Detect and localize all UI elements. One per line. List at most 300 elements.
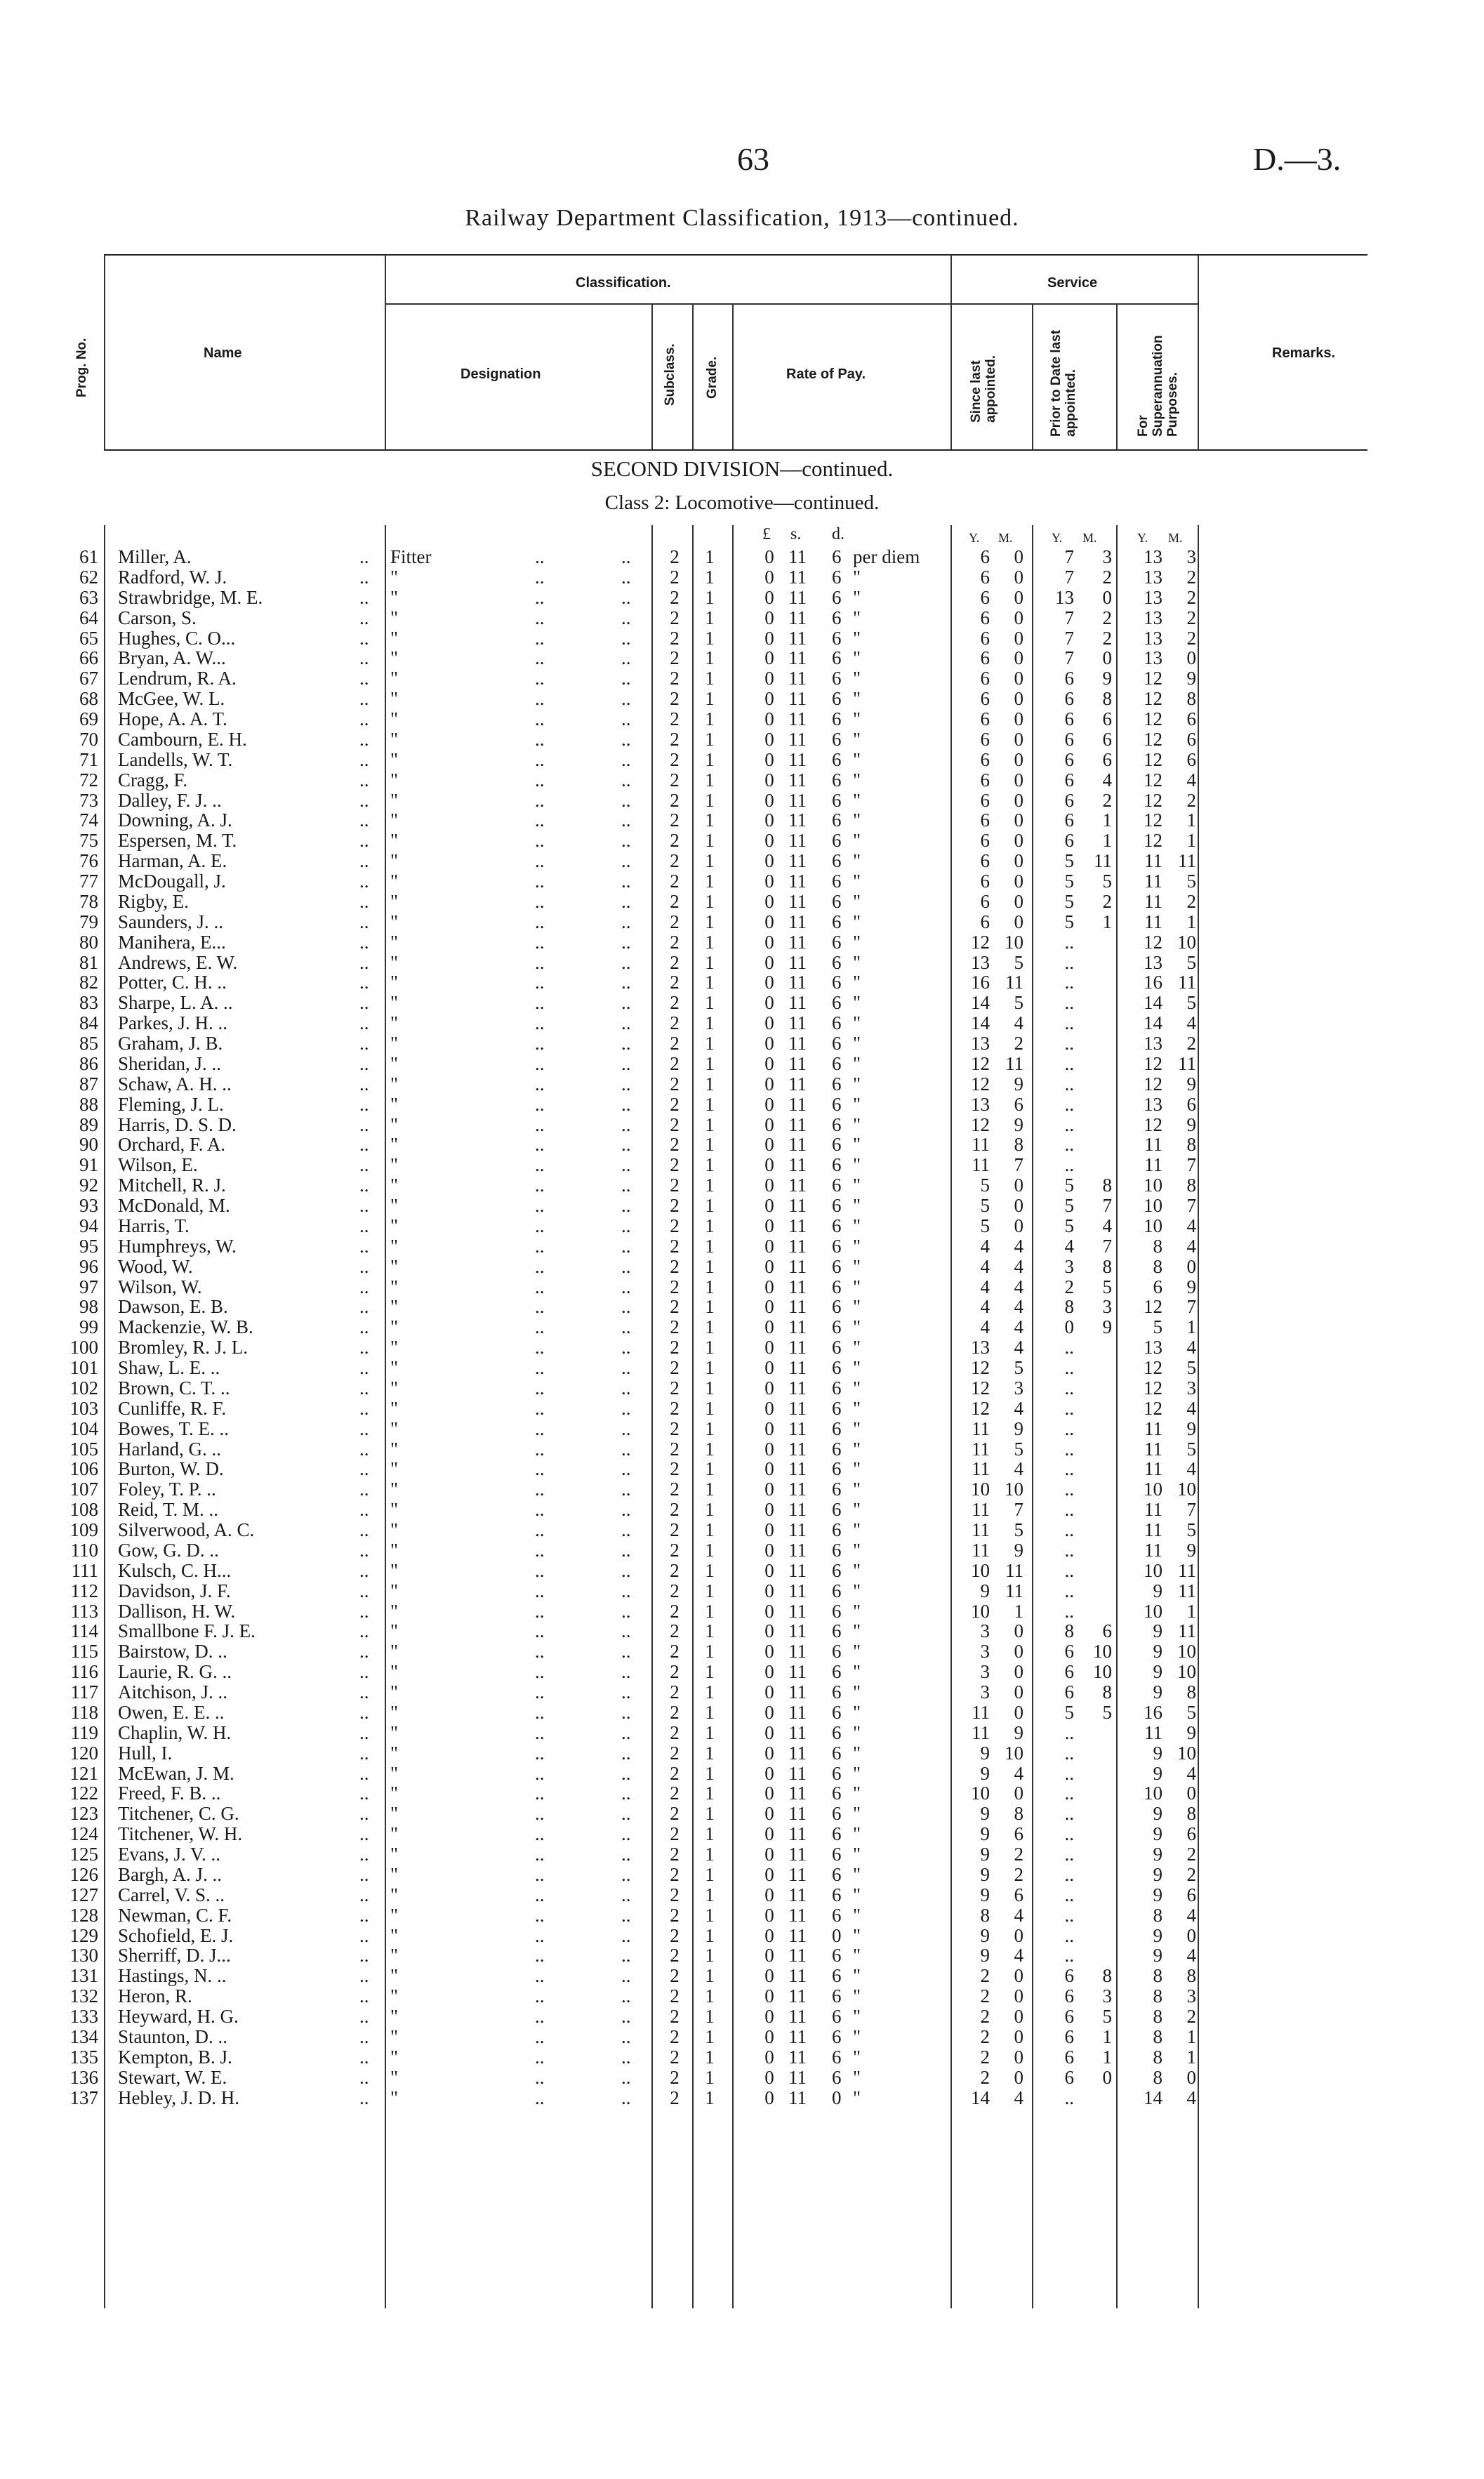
grade: 1 xyxy=(705,1012,715,1034)
subclass: 2 xyxy=(670,2066,680,2088)
pay-period: " xyxy=(853,1559,861,1581)
leader-dots: .. xyxy=(621,1701,631,1723)
since-years: 12 xyxy=(971,1113,990,1135)
leader-dots: .. xyxy=(359,1012,369,1034)
pay-shillings: 11 xyxy=(788,668,807,689)
leader-dots: .. xyxy=(621,2066,631,2088)
leader-dots: .. xyxy=(535,546,545,567)
staff-name: Dalley, F. J. .. xyxy=(118,789,222,811)
subclass: 2 xyxy=(670,1337,680,1359)
prog-no: 132 xyxy=(69,1985,98,2007)
leader-dots: .. xyxy=(359,1863,369,1885)
leader-dots: .. xyxy=(621,1134,631,1156)
since-years: 6 xyxy=(980,850,990,872)
since-years: 6 xyxy=(980,668,990,689)
table-row xyxy=(0,1054,1484,1074)
leader-dots: .. xyxy=(359,566,369,588)
prior-years: .. xyxy=(1064,1438,1074,1460)
pay-shillings: 11 xyxy=(788,1499,807,1521)
subclass: 2 xyxy=(670,1985,680,2007)
prog-no: 73 xyxy=(79,789,98,811)
leader-dots: .. xyxy=(359,1681,369,1703)
since-months: 0 xyxy=(1014,890,1023,912)
pay-pence: 6 xyxy=(832,1985,842,2007)
pay-pounds: 0 xyxy=(764,1884,774,1905)
leader-dots: .. xyxy=(359,1539,369,1561)
pay-shillings: 11 xyxy=(788,1195,807,1216)
prog-no: 63 xyxy=(79,586,98,608)
document-reference: D.—3. xyxy=(1253,141,1341,177)
super-years: 16 xyxy=(1144,972,1162,993)
prior-years: 7 xyxy=(1064,546,1074,567)
designation: " xyxy=(390,1093,399,1115)
grade: 1 xyxy=(705,871,715,892)
pay-pence: 6 xyxy=(832,871,842,892)
prior-years: 6 xyxy=(1064,1965,1074,1987)
prior-years: .. xyxy=(1064,1134,1074,1156)
pay-shillings: 11 xyxy=(788,1093,807,1115)
staff-name: Radford, W. J. xyxy=(118,566,227,588)
pay-pence: 6 xyxy=(832,1844,842,1865)
leader-dots: .. xyxy=(621,1195,631,1216)
staff-name: Shaw, L. E. .. xyxy=(118,1357,220,1378)
pay-shillings: 11 xyxy=(788,1357,807,1378)
since-years: 3 xyxy=(980,1641,990,1662)
subclass: 2 xyxy=(670,1276,680,1297)
designation: " xyxy=(390,1255,399,1277)
pay-pence: 6 xyxy=(832,2066,842,2088)
prior-months: 1 xyxy=(1102,830,1112,852)
prog-no: 113 xyxy=(70,1600,98,1622)
prior-years: 13 xyxy=(1055,586,1074,608)
subclass: 2 xyxy=(670,1539,680,1561)
prog-no: 116 xyxy=(70,1661,98,1683)
leader-dots: .. xyxy=(535,972,545,993)
leader-dots: .. xyxy=(359,668,369,689)
since-months: 9 xyxy=(1014,1073,1023,1095)
leader-dots: .. xyxy=(621,1113,631,1135)
prog-no: 64 xyxy=(79,607,98,628)
super-months: 9 xyxy=(1186,1276,1196,1297)
super-years: 8 xyxy=(1153,2046,1162,2068)
since-months: 8 xyxy=(1014,1134,1023,1156)
prior-years: .. xyxy=(1064,2087,1074,2108)
leader-dots: .. xyxy=(359,1945,369,1966)
designation: " xyxy=(390,2066,399,2088)
pay-period: " xyxy=(853,769,861,791)
pay-pounds: 0 xyxy=(764,1559,774,1581)
table-row xyxy=(0,912,1484,932)
pay-shillings: 11 xyxy=(788,1316,807,1338)
leader-dots: .. xyxy=(535,1559,545,1581)
leader-dots: .. xyxy=(621,1823,631,1845)
grade: 1 xyxy=(705,890,715,912)
grade: 1 xyxy=(705,1499,715,1521)
pay-pounds: 0 xyxy=(764,1093,774,1115)
designation: " xyxy=(390,1479,399,1500)
super-years: 13 xyxy=(1144,566,1162,588)
since-months: 5 xyxy=(1014,1357,1023,1378)
pay-pounds: 0 xyxy=(764,1519,774,1540)
prog-no: 94 xyxy=(79,1215,98,1236)
leader-dots: .. xyxy=(621,2046,631,2068)
staff-name: Hebley, J. D. H. xyxy=(118,2087,239,2108)
pay-period: " xyxy=(853,1357,861,1378)
grade: 1 xyxy=(705,1580,715,1601)
since-years: 14 xyxy=(971,2087,990,2108)
designation: " xyxy=(390,1985,399,2007)
pay-period: " xyxy=(853,2006,861,2027)
prior-years: .. xyxy=(1064,1499,1074,1521)
leader-dots: .. xyxy=(535,1296,545,1318)
pay-period: " xyxy=(853,992,861,1014)
pay-pounds: 0 xyxy=(764,1377,774,1399)
table-row xyxy=(0,953,1484,973)
table-row xyxy=(0,1824,1484,1844)
since-years: 6 xyxy=(980,627,990,649)
grade: 1 xyxy=(705,2025,715,2047)
remarks-heading: Remarks. xyxy=(1272,345,1336,361)
pay-pounds: 0 xyxy=(764,850,774,872)
leader-dots: .. xyxy=(359,627,369,649)
prior-years: 6 xyxy=(1064,708,1074,729)
since-months: 9 xyxy=(1014,1417,1023,1439)
pay-pounds: 0 xyxy=(764,972,774,993)
leader-dots: .. xyxy=(535,1884,545,1905)
pay-pounds: 0 xyxy=(764,1600,774,1622)
pay-pence: 6 xyxy=(832,911,842,932)
super-years: 16 xyxy=(1144,1701,1162,1723)
leader-dots: .. xyxy=(359,1641,369,1662)
pay-pounds: 0 xyxy=(764,1276,774,1297)
super-months: 3 xyxy=(1186,546,1196,567)
leader-dots: .. xyxy=(359,2087,369,2108)
since-years: 5 xyxy=(980,1195,990,1216)
grade: 1 xyxy=(705,1600,715,1622)
table-row xyxy=(0,2027,1484,2047)
pay-pence: 6 xyxy=(832,1417,842,1439)
pay-period: " xyxy=(853,1052,861,1074)
year-unit: Y. xyxy=(1137,531,1148,545)
pay-pounds: 0 xyxy=(764,1296,774,1318)
leader-dots: .. xyxy=(621,1316,631,1338)
subclass: 2 xyxy=(670,1904,680,1926)
leader-dots: .. xyxy=(359,972,369,993)
leader-dots: .. xyxy=(621,1377,631,1399)
prog-no: 112 xyxy=(70,1580,98,1601)
pay-pence: 6 xyxy=(832,809,842,831)
leader-dots: .. xyxy=(535,586,545,608)
designation: " xyxy=(390,1134,399,1156)
table-row xyxy=(0,1277,1484,1297)
pay-shillings: 11 xyxy=(788,1296,807,1318)
leader-dots: .. xyxy=(535,1093,545,1115)
designation: " xyxy=(390,951,399,973)
super-years: 9 xyxy=(1153,1924,1162,1946)
pay-pence: 6 xyxy=(832,1519,842,1540)
since-months: 2 xyxy=(1014,1844,1023,1865)
table-row xyxy=(0,668,1484,689)
designation: " xyxy=(390,1417,399,1439)
header-divider xyxy=(1198,254,1199,449)
grade: 1 xyxy=(705,1357,715,1378)
pay-shillings: 11 xyxy=(788,2006,807,2027)
prog-no: 80 xyxy=(79,931,98,953)
leader-dots: .. xyxy=(359,951,369,973)
designation: " xyxy=(390,1195,399,1216)
prior-years: .. xyxy=(1064,1154,1074,1176)
designation: " xyxy=(390,850,399,872)
prior-months: 3 xyxy=(1102,1296,1112,1318)
prog-no: 119 xyxy=(70,1721,98,1743)
pay-period: " xyxy=(853,911,861,932)
prog-no: 134 xyxy=(69,2025,98,2047)
pay-period: " xyxy=(853,2046,861,2068)
pay-shillings: 11 xyxy=(788,1012,807,1034)
leader-dots: .. xyxy=(535,830,545,852)
super-years: 12 xyxy=(1144,748,1162,770)
subclass: 2 xyxy=(670,1721,680,1743)
super-years: 9 xyxy=(1153,1620,1162,1642)
leader-dots: .. xyxy=(359,748,369,770)
leader-dots: .. xyxy=(535,1113,545,1135)
since-years: 5 xyxy=(980,1215,990,1236)
pay-period: " xyxy=(853,1580,861,1601)
designation: " xyxy=(390,1316,399,1338)
pay-period: " xyxy=(853,1073,861,1095)
pay-pence: 6 xyxy=(832,1093,842,1115)
staff-name: Titchener, W. H. xyxy=(118,1823,243,1845)
super-months: 11 xyxy=(1178,1620,1196,1642)
table-row xyxy=(0,1764,1484,1784)
since-years: 10 xyxy=(971,1600,990,1622)
table-row xyxy=(0,1155,1484,1175)
super-months: 6 xyxy=(1186,1884,1196,1905)
since-years: 9 xyxy=(980,1803,990,1825)
grade: 1 xyxy=(705,668,715,689)
since-years: 9 xyxy=(980,1945,990,1966)
pay-shillings: 11 xyxy=(788,1539,807,1561)
designation: " xyxy=(390,890,399,912)
pay-period: " xyxy=(853,1479,861,1500)
since-months: 6 xyxy=(1014,1884,1023,1905)
super-months: 11 xyxy=(1178,972,1196,993)
since-months: 4 xyxy=(1014,1945,1023,1966)
prior-months: 2 xyxy=(1102,566,1112,588)
prior-months: 0 xyxy=(1102,586,1112,608)
super-months: 8 xyxy=(1186,1175,1196,1196)
designation: " xyxy=(390,1113,399,1135)
subclass: 2 xyxy=(670,546,680,567)
since-months: 0 xyxy=(1014,1924,1023,1946)
pay-pence: 6 xyxy=(832,1458,842,1480)
since-months: 3 xyxy=(1014,1377,1023,1399)
prog-no: 88 xyxy=(79,1093,98,1115)
since-months: 5 xyxy=(1014,1438,1023,1460)
leader-dots: .. xyxy=(535,1499,545,1521)
leader-dots: .. xyxy=(535,2006,545,2027)
pay-period: " xyxy=(853,1012,861,1034)
pay-shillings: 11 xyxy=(788,809,807,831)
grade: 1 xyxy=(705,809,715,831)
pay-shillings: 11 xyxy=(788,1742,807,1764)
since-years: 9 xyxy=(980,1863,990,1885)
grade: 1 xyxy=(705,1742,715,1764)
leader-dots: .. xyxy=(621,1397,631,1419)
prog-no: 103 xyxy=(69,1397,98,1419)
leader-dots: .. xyxy=(621,830,631,852)
prog-no: 128 xyxy=(69,1904,98,1926)
pay-shillings: 11 xyxy=(788,1580,807,1601)
pay-shillings: 11 xyxy=(788,1803,807,1825)
prior-years: .. xyxy=(1064,1033,1074,1054)
staff-name: Carrel, V. S. .. xyxy=(118,1884,225,1905)
since-years: 14 xyxy=(971,992,990,1014)
super-months: 7 xyxy=(1186,1154,1196,1176)
prior-months: 8 xyxy=(1102,1965,1112,1987)
leader-dots: .. xyxy=(535,1337,545,1359)
table-row xyxy=(0,1236,1484,1257)
leader-dots: .. xyxy=(621,1681,631,1703)
header-bottom-rule xyxy=(104,449,1367,451)
leader-dots: .. xyxy=(621,2087,631,2108)
leader-dots: .. xyxy=(535,1924,545,1946)
super-years: 6 xyxy=(1153,1276,1162,1297)
leader-dots: .. xyxy=(359,2006,369,2027)
staff-name: Owen, E. E. .. xyxy=(118,1701,225,1723)
since-years: 11 xyxy=(972,1417,990,1439)
pay-shillings: 11 xyxy=(788,1113,807,1135)
pay-pence: 6 xyxy=(832,1012,842,1034)
super-years: 12 xyxy=(1144,708,1162,729)
leader-dots: .. xyxy=(621,1215,631,1236)
subclass: 2 xyxy=(670,1195,680,1216)
since-years: 11 xyxy=(972,1519,990,1540)
prior-years: .. xyxy=(1064,992,1074,1014)
subclass: 2 xyxy=(670,1479,680,1500)
designation: " xyxy=(390,1052,399,1074)
pay-pounds: 0 xyxy=(764,1701,774,1723)
leader-dots: .. xyxy=(621,728,631,750)
prior-months: 5 xyxy=(1102,871,1112,892)
since-years: 6 xyxy=(980,688,990,710)
subclass: 2 xyxy=(670,1377,680,1399)
pay-pounds: 0 xyxy=(764,546,774,567)
super-months: 2 xyxy=(1186,2006,1196,2027)
leader-dots: .. xyxy=(535,1641,545,1662)
leader-dots: .. xyxy=(621,992,631,1014)
pay-period: " xyxy=(853,2025,861,2047)
prior-years: .. xyxy=(1064,1093,1074,1115)
subclass: 2 xyxy=(670,951,680,973)
designation: " xyxy=(390,871,399,892)
prior-years: 5 xyxy=(1064,1215,1074,1236)
shilling-unit: s. xyxy=(790,525,802,543)
pay-pounds: 0 xyxy=(764,931,774,953)
pay-pounds: 0 xyxy=(764,1539,774,1561)
designation: " xyxy=(390,627,399,649)
subclass: 2 xyxy=(670,789,680,811)
super-years: 14 xyxy=(1144,1012,1162,1034)
subclass: 2 xyxy=(670,972,680,993)
prior-years: .. xyxy=(1064,951,1074,973)
table-row xyxy=(0,1175,1484,1196)
pay-pence: 6 xyxy=(832,668,842,689)
header-divider xyxy=(385,254,386,449)
leader-dots: .. xyxy=(359,911,369,932)
subclass: 2 xyxy=(670,1600,680,1622)
pay-pence: 6 xyxy=(832,1965,842,1987)
since-years: 11 xyxy=(972,1499,990,1521)
pay-pence: 6 xyxy=(832,546,842,567)
subclass: 2 xyxy=(670,1073,680,1095)
leader-dots: .. xyxy=(359,789,369,811)
table-row xyxy=(0,1662,1484,1682)
designation: Fitter xyxy=(390,546,432,567)
leader-dots: .. xyxy=(359,546,369,567)
pay-pounds: 0 xyxy=(764,1661,774,1683)
prior-years: 6 xyxy=(1064,2066,1074,2088)
super-months: 4 xyxy=(1186,1235,1196,1257)
leader-dots: .. xyxy=(621,1519,631,1540)
since-years: 12 xyxy=(971,1052,990,1074)
prog-no: 79 xyxy=(79,911,98,932)
super-years: 11 xyxy=(1144,1539,1162,1561)
super-months: 4 xyxy=(1186,1337,1196,1359)
table-row xyxy=(0,1804,1484,1824)
pay-period: " xyxy=(853,728,861,750)
super-months: 6 xyxy=(1186,728,1196,750)
pay-period: " xyxy=(853,1924,861,1946)
since-years: 6 xyxy=(980,748,990,770)
since-last-heading: Since last appointed. xyxy=(969,355,998,423)
pay-pounds: 0 xyxy=(764,1762,774,1784)
leader-dots: .. xyxy=(535,566,545,588)
staff-name: Harland, G. .. xyxy=(118,1438,221,1460)
prior-years: .. xyxy=(1064,1721,1074,1743)
pay-pence: 6 xyxy=(832,992,842,1014)
pay-pounds: 0 xyxy=(764,1154,774,1176)
pay-pounds: 0 xyxy=(764,1012,774,1034)
super-years: 11 xyxy=(1144,911,1162,932)
staff-name: Harris, D. S. D. xyxy=(118,1113,237,1135)
super-years: 13 xyxy=(1144,647,1162,669)
prog-no: 105 xyxy=(69,1438,98,1460)
leader-dots: .. xyxy=(621,1762,631,1784)
prior-years: 5 xyxy=(1064,890,1074,912)
pay-pounds: 0 xyxy=(764,1499,774,1521)
since-months: 0 xyxy=(1014,647,1023,669)
subclass: 2 xyxy=(670,890,680,912)
prior-months: 2 xyxy=(1102,627,1112,649)
since-months: 0 xyxy=(1014,1195,1023,1216)
since-months: 0 xyxy=(1014,809,1023,831)
table-row xyxy=(0,709,1484,729)
designation: " xyxy=(390,1641,399,1662)
subclass: 2 xyxy=(670,1641,680,1662)
pay-pence: 6 xyxy=(832,1296,842,1318)
leader-dots: .. xyxy=(359,850,369,872)
prog-no: 81 xyxy=(79,951,98,973)
super-months: 2 xyxy=(1186,607,1196,628)
pay-pounds: 0 xyxy=(764,1844,774,1865)
pay-pence: 6 xyxy=(832,688,842,710)
prog-no: 74 xyxy=(79,809,98,831)
super-years: 9 xyxy=(1153,1661,1162,1683)
leader-dots: .. xyxy=(535,809,545,831)
pay-shillings: 11 xyxy=(788,1985,807,2007)
pay-shillings: 11 xyxy=(788,1762,807,1784)
